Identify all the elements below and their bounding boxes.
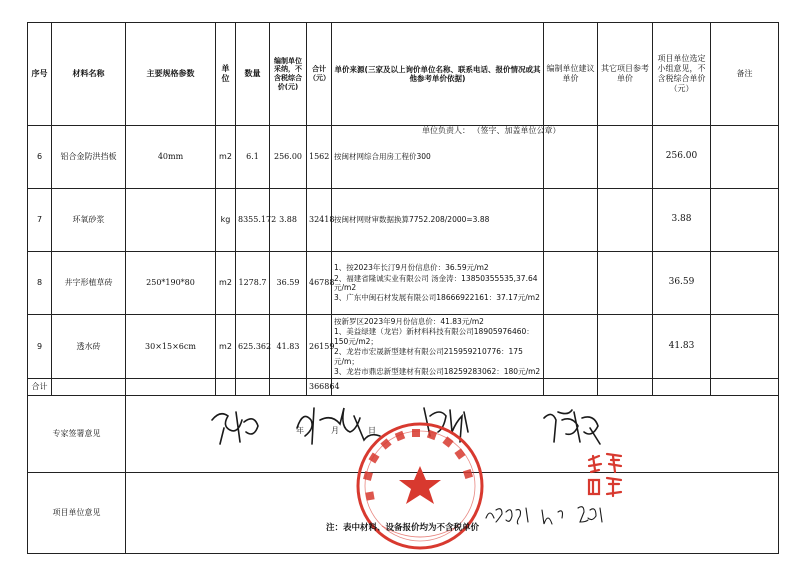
row-remark bbox=[711, 126, 779, 189]
total-row bbox=[28, 379, 779, 396]
row-qty: 1278.7 bbox=[236, 252, 270, 315]
source-line: 1、按2023年长汀9月份信息价：36.59元/m2 bbox=[334, 263, 489, 273]
row-seq: 8 bbox=[28, 252, 52, 315]
row-name: 井字形植草砖 bbox=[52, 252, 126, 315]
row-final-price: 256.00 bbox=[653, 126, 711, 189]
row-remark bbox=[711, 315, 779, 379]
row-unit: m2 bbox=[216, 126, 236, 189]
row-price: 256.00 bbox=[270, 126, 307, 189]
header-unit: 单位 bbox=[216, 23, 236, 126]
row-unit: m2 bbox=[216, 252, 236, 315]
source-line: 2、福建省隆诚实业有限公司 汤金涛：13850355535,37.64元/m2 bbox=[334, 273, 538, 292]
row-unit: kg bbox=[216, 189, 236, 252]
year-label: 年 bbox=[296, 426, 304, 436]
day-label: 日 bbox=[368, 426, 376, 436]
row-qty: 6.1 bbox=[236, 126, 270, 189]
header-source: 单价来源(三家及以上询价单位名称、联系电话、报价情况或其他参考单价依据) bbox=[332, 23, 544, 126]
row-name: 透水砖 bbox=[52, 315, 126, 379]
row-total: 26159 bbox=[307, 315, 332, 379]
row-seq: 6 bbox=[28, 126, 52, 189]
header-other-price: 其它项目参考单价 bbox=[598, 23, 653, 126]
price-sheet bbox=[27, 22, 778, 534]
table-row bbox=[28, 315, 779, 379]
row-name: 铝合金防洪挡板 bbox=[52, 126, 126, 189]
row-total: 1562 bbox=[307, 126, 332, 189]
row-total: 46788 bbox=[307, 252, 332, 315]
source-line: 按闽材网财审数据换算7752.208/2000=3.88 bbox=[334, 215, 490, 225]
header-spec: 主要规格参数 bbox=[126, 23, 216, 126]
header-remark: 备注 bbox=[711, 23, 779, 126]
row-other-price bbox=[598, 189, 653, 252]
row-other-price bbox=[598, 252, 653, 315]
table-row bbox=[28, 189, 779, 252]
total-value: 366864 bbox=[307, 379, 332, 396]
source-line: 2、龙岩市宏晟新型建材有限公司215959210776：175元/m； bbox=[334, 347, 523, 366]
source-line: 1、美益绿建（龙岩）新材料科技有限公司18905976460：150元/m2； bbox=[334, 327, 534, 346]
row-other-price bbox=[598, 126, 653, 189]
row-final-price: 36.59 bbox=[653, 252, 711, 315]
row-seq: 7 bbox=[28, 189, 52, 252]
row-total: 32418 bbox=[307, 189, 332, 252]
project-unit-signature-line: 单位负责人： （签字、加盖单位公章） bbox=[422, 126, 561, 135]
row-unit: m2 bbox=[216, 315, 236, 379]
table-row bbox=[28, 126, 779, 189]
row-price: 41.83 bbox=[270, 315, 307, 379]
row-remark bbox=[711, 252, 779, 315]
month-label: 月 bbox=[331, 426, 339, 436]
row-spec: 30×15×6cm bbox=[126, 315, 216, 379]
source-line: 按新罗区2023年9月份信息价：41.83元/m2 bbox=[334, 317, 484, 326]
expert-signature-label: 专家签署意见 bbox=[28, 396, 126, 473]
row-source bbox=[332, 252, 544, 315]
row-spec: 250*190*80 bbox=[126, 252, 216, 315]
row-qty: 8355.172 bbox=[236, 189, 270, 252]
row-name: 环氧砂浆 bbox=[52, 189, 126, 252]
company-seal-icon bbox=[352, 418, 488, 554]
row-final-price: 3.88 bbox=[653, 189, 711, 252]
footnote: 注：表中材料、设备报价均为不含税单价 bbox=[325, 523, 479, 533]
header-build-price: 编制单位建议单价 bbox=[544, 23, 598, 126]
row-spec: 40mm bbox=[126, 126, 216, 189]
row-other-price bbox=[598, 315, 653, 379]
total-label: 合计 bbox=[28, 379, 52, 396]
header-total: 合计（元） bbox=[307, 23, 332, 126]
row-qty: 625.362 bbox=[236, 315, 270, 379]
header-name: 材料名称 bbox=[52, 23, 126, 126]
row-price: 3.88 bbox=[270, 189, 307, 252]
header-price: 编制单位采纳，不含税综合价(元) bbox=[270, 23, 307, 126]
source-line: 按闽材网综合用房工程价300 bbox=[334, 152, 431, 162]
source-line: 3、广东中闽石材发展有限公司18666922161：37.17元/m2 bbox=[334, 293, 540, 303]
row-spec bbox=[126, 189, 216, 252]
header-qty: 数量 bbox=[236, 23, 270, 126]
row-build-price bbox=[544, 315, 598, 379]
row-price: 36.59 bbox=[270, 252, 307, 315]
source-line: 3、龙岩市鼎忠新型建材有限公司18259283062：180元/m2 bbox=[334, 366, 541, 376]
row-build-price bbox=[544, 252, 598, 315]
row-build-price bbox=[544, 189, 598, 252]
header-final-price: 项目单位选定小组意见，不含税综合单价（元） bbox=[653, 23, 711, 126]
row-source bbox=[332, 315, 544, 379]
table-row bbox=[28, 252, 779, 315]
row-source bbox=[332, 189, 544, 252]
personal-seal-icon bbox=[585, 450, 649, 500]
header-row bbox=[28, 23, 779, 126]
header-seq: 序号 bbox=[28, 23, 52, 126]
project-unit-label: 项目单位意见 bbox=[28, 473, 126, 554]
row-seq: 9 bbox=[28, 315, 52, 379]
row-final-price: 41.83 bbox=[653, 315, 711, 379]
row-remark bbox=[711, 189, 779, 252]
